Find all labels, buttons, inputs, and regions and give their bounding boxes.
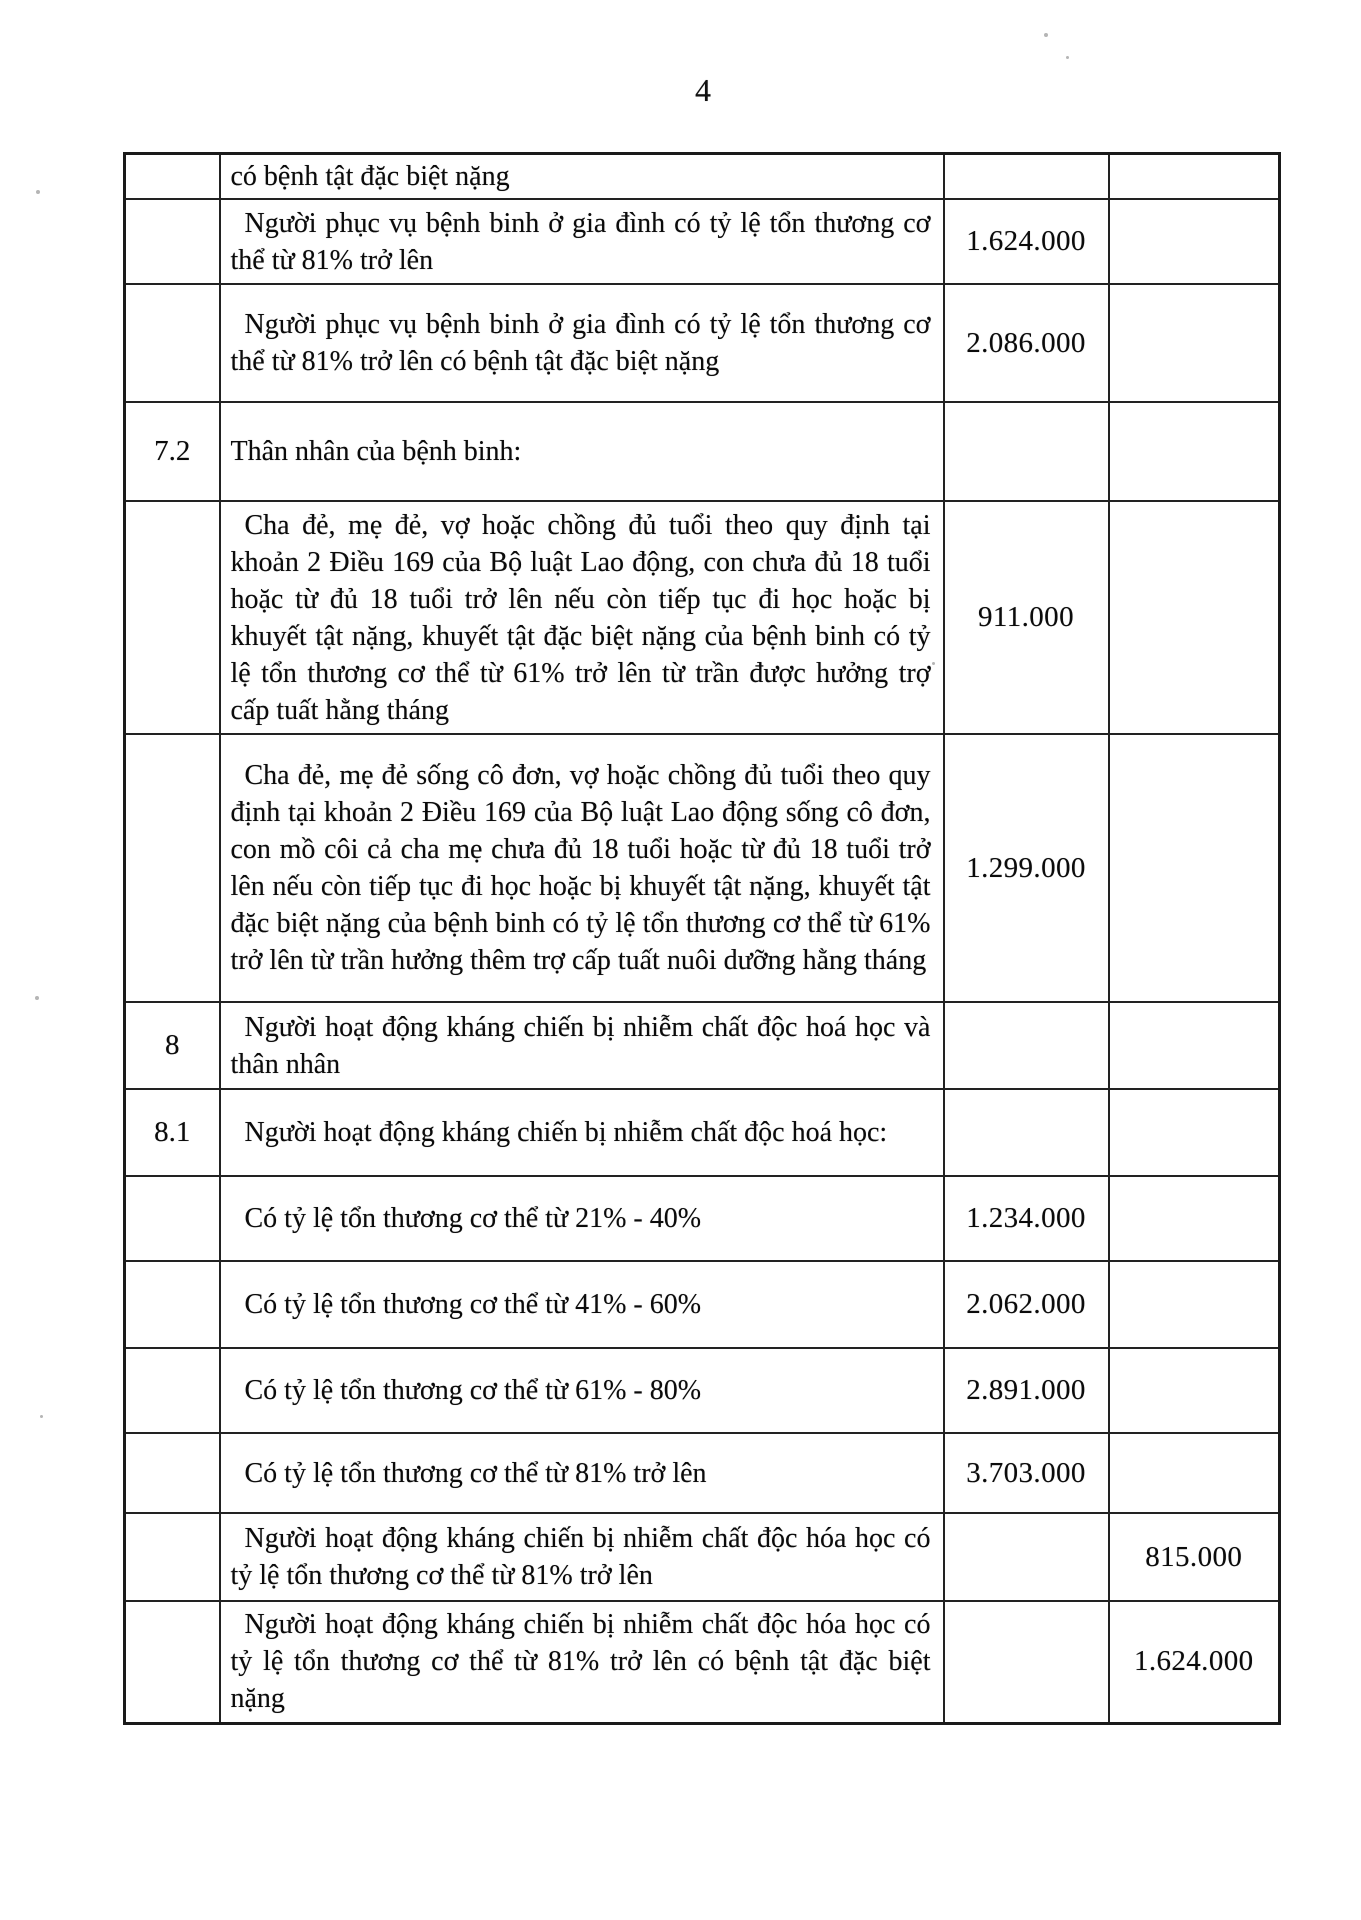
table-row	[125, 1513, 1280, 1601]
benefits-table	[123, 152, 1281, 1725]
scan-speck	[35, 996, 39, 1000]
page-number: 4	[695, 72, 711, 108]
index-cell	[125, 1513, 220, 1601]
amount-cell: 3.703.000	[944, 1433, 1109, 1513]
table-row	[125, 1433, 1280, 1513]
index-cell	[125, 1176, 220, 1261]
amount2-cell	[1109, 1433, 1280, 1513]
amount2-cell: 1.624.000	[1109, 1601, 1280, 1723]
index-cell: 8	[125, 1002, 220, 1089]
desc-cell: Cha đẻ, mẹ đẻ sống cô đơn, vợ hoặc chồng đủ tuổi theo quy định tại khoản 2 Điều 169 của Bộ luật Lao động sống cô đơn, con mồ côi cả cha mẹ chưa đủ 18 tuổi hoặc từ đủ 18 tuổi trở lên nếu còn tiếp tục đi học hoặc bị khuyết tật nặng, khuyết tật đặc biệt nặng của bệnh binh có tỷ lệ tổn thương cơ thể từ 61% trở lên từ trần hưởng thêm trợ cấp tuất nuôi dưỡng hằng tháng	[220, 734, 944, 1002]
index-cell	[125, 284, 220, 402]
desc-cell: Người phục vụ bệnh binh ở gia đình có tỷ lệ tổn thương cơ thể từ 81% trở lên có bệnh tật đặc biệt nặng	[220, 284, 944, 402]
amount2-cell	[1109, 501, 1280, 734]
index-cell	[125, 734, 220, 1002]
desc-cell: Người hoạt động kháng chiến bị nhiễm chất độc hóa học có tỷ lệ tổn thương cơ thể từ 81% trở lên có bệnh tật đặc biệt nặng	[220, 1601, 944, 1723]
amount2-cell	[1109, 1176, 1280, 1261]
table-row	[125, 734, 1280, 1002]
amount-cell	[944, 1601, 1109, 1723]
amount2-cell	[1109, 1002, 1280, 1089]
amount-cell	[944, 1002, 1109, 1089]
amount2-cell	[1109, 402, 1280, 501]
scan-speck	[932, 662, 935, 665]
scan-speck	[40, 1415, 43, 1418]
amount-cell: 2.086.000	[944, 284, 1109, 402]
index-cell: 7.2	[125, 402, 220, 501]
amount-cell: 911.000	[944, 501, 1109, 734]
table-row	[125, 1601, 1280, 1723]
table-row	[125, 1261, 1280, 1348]
amount-cell	[944, 1513, 1109, 1601]
amount2-cell	[1109, 284, 1280, 402]
index-cell	[125, 1348, 220, 1433]
amount-cell: 2.062.000	[944, 1261, 1109, 1348]
table-row	[125, 284, 1280, 402]
index-cell	[125, 1261, 220, 1348]
desc-cell: Người phục vụ bệnh binh ở gia đình có tỷ lệ tổn thương cơ thể từ 81% trở lên	[220, 199, 944, 284]
amount-cell	[944, 402, 1109, 501]
amount2-cell	[1109, 734, 1280, 1002]
amount2-cell: 815.000	[1109, 1513, 1280, 1601]
table-row	[125, 1002, 1280, 1089]
index-cell	[125, 154, 220, 200]
amount-cell	[944, 154, 1109, 200]
desc-cell: Người hoạt động kháng chiến bị nhiễm chất độc hóa học có tỷ lệ tổn thương cơ thể từ 81% trở lên	[220, 1513, 944, 1601]
index-cell	[125, 199, 220, 284]
desc-cell: Có tỷ lệ tổn thương cơ thể từ 41% - 60%	[220, 1261, 944, 1348]
amount-cell: 2.891.000	[944, 1348, 1109, 1433]
amount2-cell	[1109, 1261, 1280, 1348]
table-row	[125, 154, 1280, 200]
desc-cell: Cha đẻ, mẹ đẻ, vợ hoặc chồng đủ tuổi theo quy định tại khoản 2 Điều 169 của Bộ luật Lao động, con chưa đủ 18 tuổi hoặc từ đủ 18 tuổi trở lên nếu còn tiếp tục đi học hoặc bị khuyết tật nặng, khuyết tật đặc biệt nặng của bệnh binh có tỷ lệ tổn thương cơ thể từ 61% trở lên từ trần được hưởng trợ cấp tuất hằng tháng	[220, 501, 944, 734]
desc-cell: có bệnh tật đặc biệt nặng	[220, 154, 944, 200]
scan-speck	[1066, 56, 1069, 59]
index-cell	[125, 1433, 220, 1513]
desc-cell: Có tỷ lệ tổn thương cơ thể từ 61% - 80%	[220, 1348, 944, 1433]
desc-cell: Người hoạt động kháng chiến bị nhiễm chất độc hoá học:	[220, 1089, 944, 1176]
index-cell	[125, 1601, 220, 1723]
index-cell	[125, 501, 220, 734]
amount2-cell	[1109, 1089, 1280, 1176]
desc-cell: Người hoạt động kháng chiến bị nhiễm chất độc hoá học và thân nhân	[220, 1002, 944, 1089]
table-row	[125, 1089, 1280, 1176]
amount-cell: 1.299.000	[944, 734, 1109, 1002]
amount-cell	[944, 1089, 1109, 1176]
table-row	[125, 1176, 1280, 1261]
amount2-cell	[1109, 1348, 1280, 1433]
amount-cell: 1.624.000	[944, 199, 1109, 284]
amount2-cell	[1109, 199, 1280, 284]
desc-cell: Thân nhân của bệnh binh:	[220, 402, 944, 501]
amount2-cell	[1109, 154, 1280, 200]
table-row	[125, 501, 1280, 734]
index-cell: 8.1	[125, 1089, 220, 1176]
scan-speck	[1044, 33, 1048, 37]
table-row	[125, 402, 1280, 501]
table-row	[125, 199, 1280, 284]
desc-cell: Có tỷ lệ tổn thương cơ thể từ 81% trở lên	[220, 1433, 944, 1513]
scan-speck	[36, 190, 40, 194]
desc-cell: Có tỷ lệ tổn thương cơ thể từ 21% - 40%	[220, 1176, 944, 1261]
amount-cell: 1.234.000	[944, 1176, 1109, 1261]
table-row	[125, 1348, 1280, 1433]
